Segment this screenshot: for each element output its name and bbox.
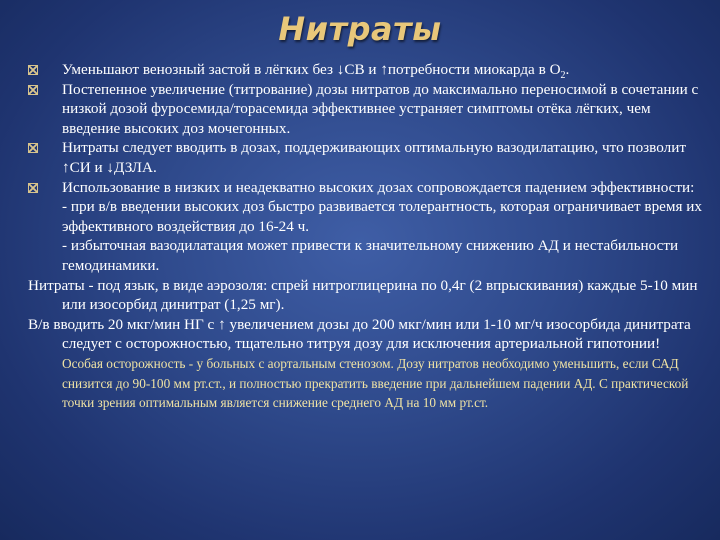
slide-title: Нитраты [278,10,442,48]
subpoint-text: - избыточная вазодилатация может привести к значительному снижению АД и нестабильности гемодинамики. [62,237,679,274]
bullet-text-end: . [565,61,570,78]
bullet-text: Использование в низких и неадекватно высоких дозах сопровождается падением эффективности: [62,178,695,196]
bullet-item [28,178,704,198]
paragraph-intravenous [28,315,704,413]
boxed-x-bullet-icon [28,65,38,75]
boxed-x-bullet-icon [28,183,38,193]
subpoint-item [28,236,704,275]
slide-body [28,60,704,413]
boxed-x-bullet-icon [28,143,38,153]
bullet-item [28,138,704,177]
subpoint-text: - при в/в введении высоких доз быстро развивается толерантность, которая ограничивает время их эффективного воздействия до 16-24 ч. [62,198,703,235]
paragraph-text: Нитраты - под язык, в виде аэрозоля: спрей нитроглицерина по 0,4г (2 впрыскивания) каждые 5-10 мин или изосорбид динитрат (1,25 мг). [28,276,698,314]
subscript-text: 2 [560,70,566,82]
bullet-item [28,80,704,139]
bullet-text: Уменьшают венозный застой в лёгких без ↓СВ и ↑потребности миокарда в О [62,61,561,78]
caution-note: Особая осторожность - у больных с аортальным стенозом. Дозу нитратов необходимо уменьшить, если САД снизится до 90-100 мм рт.ст., и полностью прекратить введение при дальнейшем падении АД. С практической точки зрения оптимальным является снижение среднего АД на 10 мм рт.ст. [62,355,689,411]
bullet-text: Постепенное увеличение (титрование) дозы нитратов до максимально переносимой в сочетании с низкой дозой фуросемида/торасемида эффективнее устраняет симптомы отёка лёгких, чем введение высоких доз мочегонных. [62,80,699,137]
subpoint-item [28,197,704,236]
paragraph-text: В/в вводить 20 мкг/мин НГ с ↑ увеличением дозы до 200 мкг/мин или 1-10 мг/ч изосорбида динитрата следует с осторожностью, тщательно титруя дозу для исключения артериальной гипотонии! [28,315,691,353]
boxed-x-bullet-icon [28,85,38,95]
paragraph-sublingual [28,276,704,315]
bullet-item [28,60,704,80]
bullet-text: Нитраты следует вводить в дозах, поддерживающих оптимальную вазодилатацию, что позволит ↑СИ и ↓ДЗЛА. [62,139,686,176]
